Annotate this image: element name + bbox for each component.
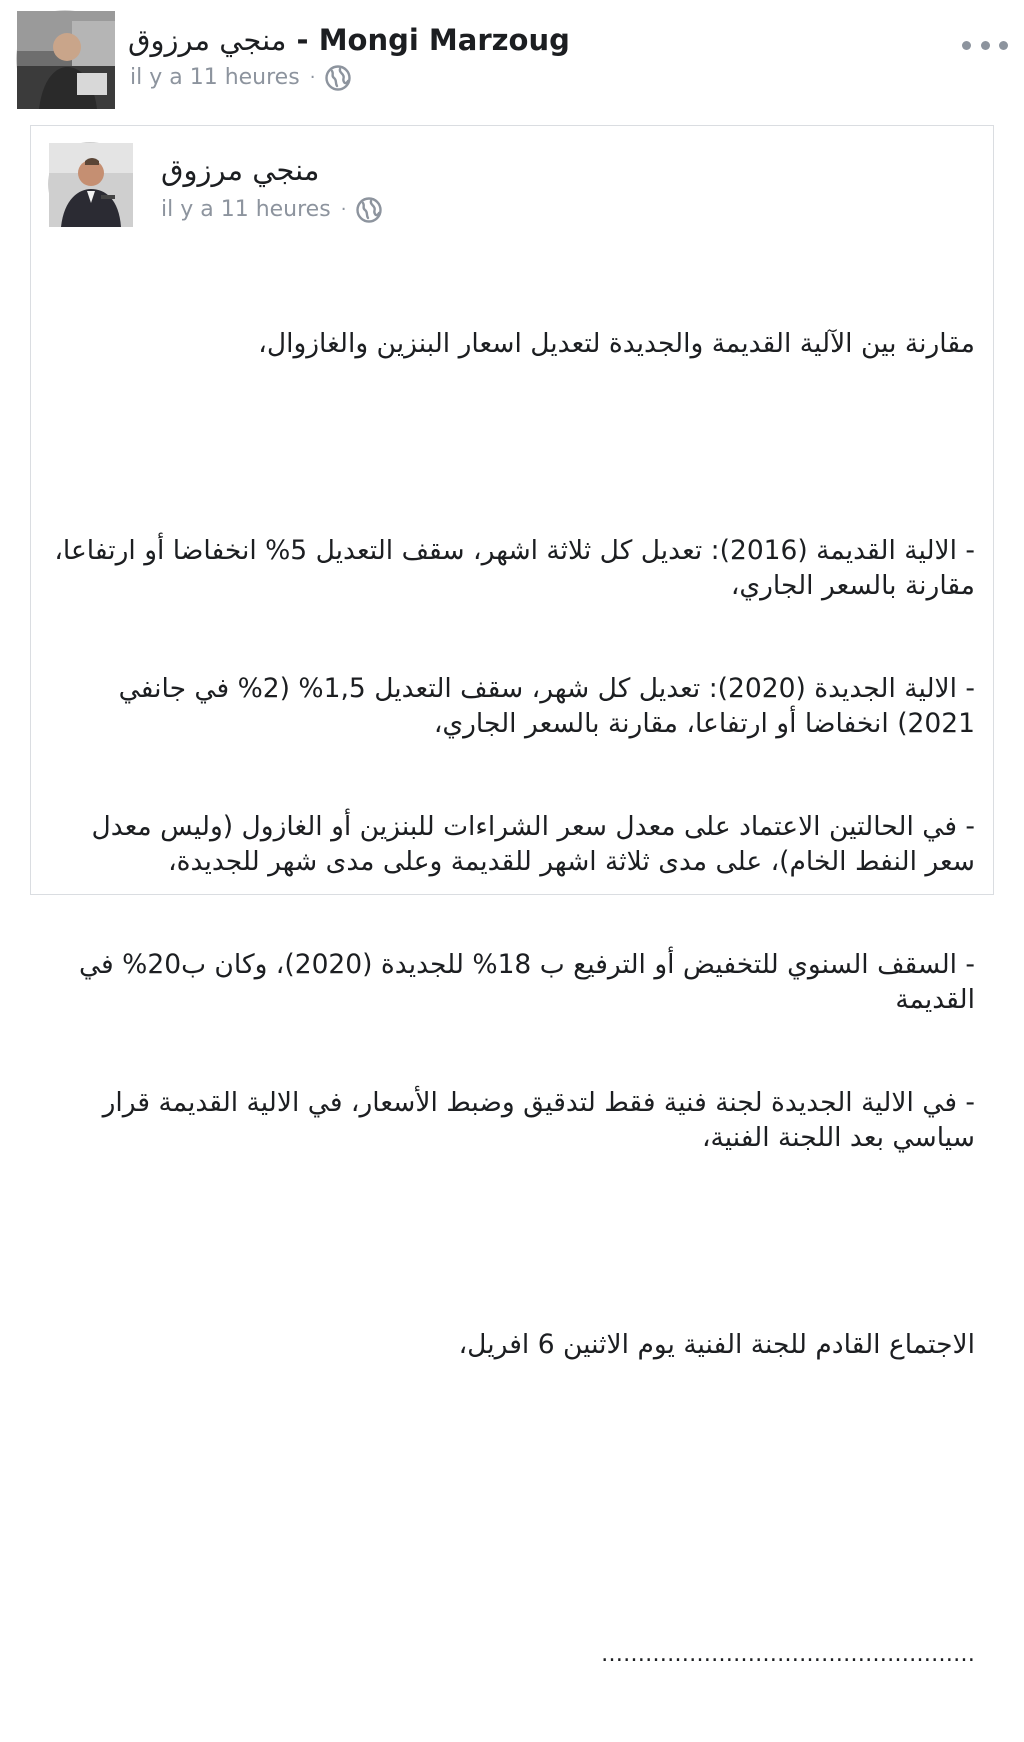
meta-separator-dot: · xyxy=(340,199,347,220)
more-dot xyxy=(981,41,990,50)
globe-icon[interactable] xyxy=(325,65,351,91)
more-options-icon[interactable] xyxy=(962,30,1008,60)
shared-author-name[interactable]: منجي مرزوق xyxy=(161,153,320,187)
post-blank-line xyxy=(51,1224,975,1259)
avatar-photo-icon xyxy=(49,143,133,227)
more-dot xyxy=(999,41,1008,50)
shared-post-card[interactable] xyxy=(30,125,994,1667)
shared-author-avatar[interactable] xyxy=(48,142,132,226)
avatar-photo-icon xyxy=(17,11,115,109)
more-dot xyxy=(962,41,971,50)
post-blank-line xyxy=(51,431,975,466)
post-ellipsis-line: …………………………………………… xyxy=(601,1642,975,1667)
post-paragraph: - الالية القديمة (2016): تعديل كل ثلاثة اشهر، سقف التعديل 5% انخفاضا أو ارتفاعا، مقارنة بالسعر الجاري، xyxy=(45,535,975,601)
post-blank-line xyxy=(51,1431,975,1466)
globe-icon[interactable] xyxy=(356,197,382,223)
post-paragraph: الاجتماع القادم للجنة الفنية يوم الاثنين 6 افريل، xyxy=(458,1328,975,1360)
post-paragraph: - في الحالتين الاعتماد على معدل سعر الشراءات للبنزين أو الغازول (وليس معدل سعر النفط الخام)، على مدى ثلاثة اشهر للقديمة وعلى مدى شهر للجديدة، xyxy=(83,811,975,877)
post-paragraph: مقارنة بين الآلية القديمة والجديدة لتعديل اسعار البنزين والغازوال، xyxy=(258,328,975,359)
meta-separator-dot: · xyxy=(309,67,316,88)
post-paragraph: - الالية الجديدة (2020): تعديل كل شهر، سقف التعديل 1,5% (2% في جانفي 2021) انخفاضا أو ارتفاعا، مقارنة بالسعر الجاري، xyxy=(110,673,975,739)
post-blank-line xyxy=(51,1535,975,1570)
post-timestamp[interactable]: il y a 11 heures xyxy=(130,65,300,90)
author-name-arabic[interactable]: منجي مرزوق xyxy=(128,23,287,57)
post-meta xyxy=(130,62,351,94)
post-paragraph: - السقف السنوي للتخفيض أو الترفيع ب 18% للجديدة (2020)، وكان ب20% في القديمة xyxy=(70,949,975,1015)
author-name-latin[interactable]: Mongi Marzoug xyxy=(318,23,570,57)
shared-post-timestamp[interactable]: il y a 11 heures xyxy=(161,197,331,222)
shared-post-text xyxy=(45,258,975,1742)
post-author[interactable] xyxy=(128,20,570,60)
author-separator: - xyxy=(286,23,319,57)
shared-post-meta xyxy=(161,194,382,226)
post-paragraph: - في الالية الجديدة لجنة فنية فقط لتدقيق وضبط الأسعار، في الالية القديمة قرار سياسي بعد اللجنة الفنية، xyxy=(94,1087,975,1153)
author-avatar[interactable] xyxy=(16,10,114,108)
